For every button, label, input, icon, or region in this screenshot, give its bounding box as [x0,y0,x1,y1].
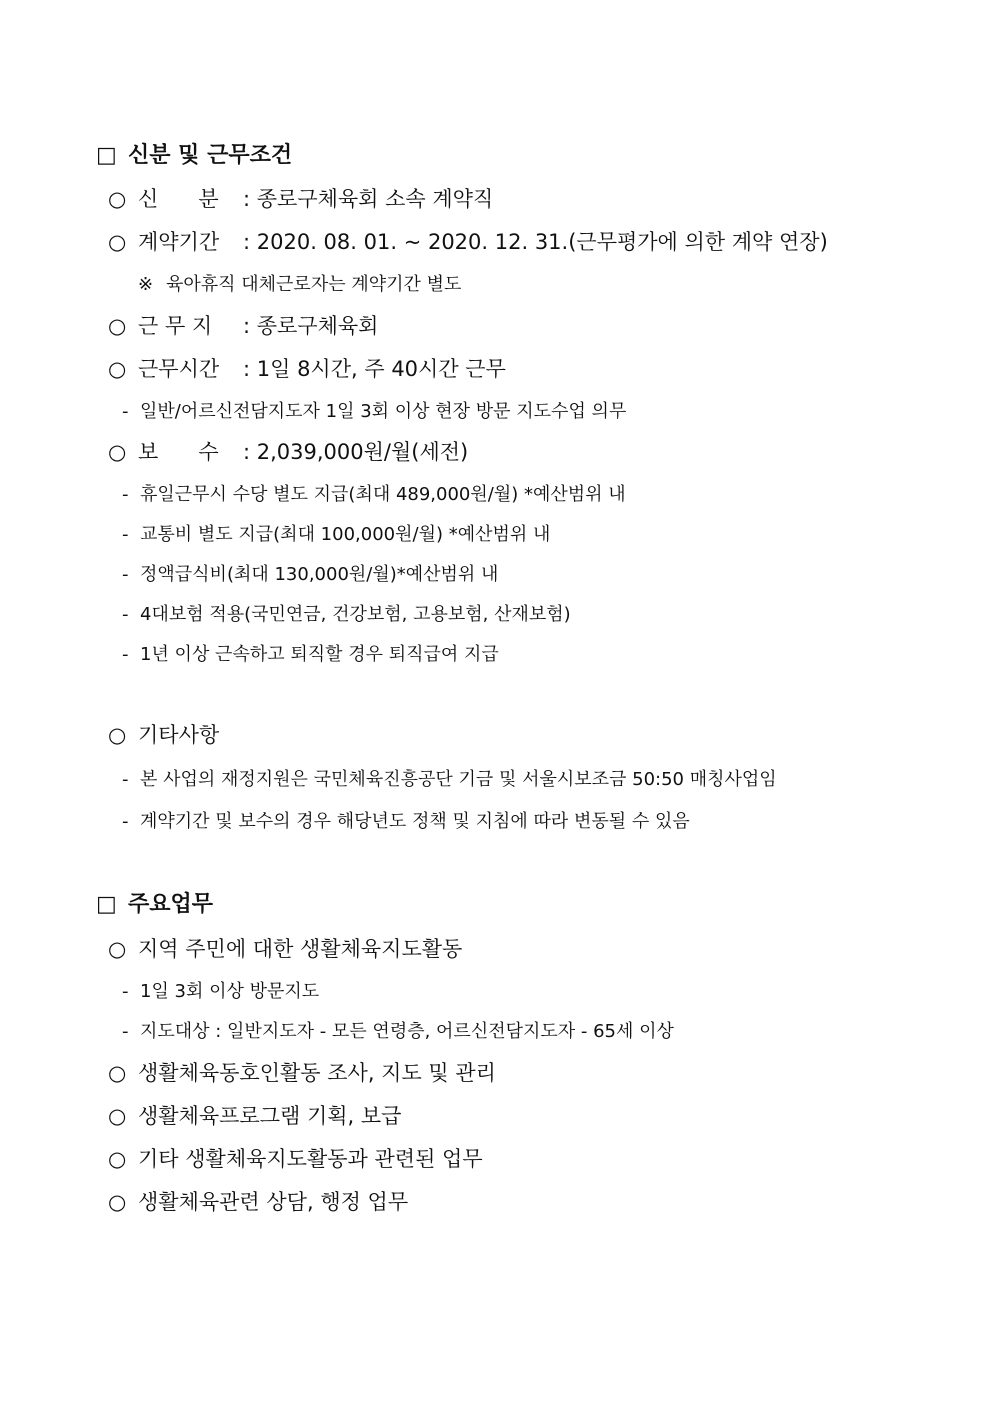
dash-mark: - [122,604,129,625]
item-label: 계약기간 [138,230,220,254]
dash-mark: - [122,981,129,1002]
detail-text: 휴일근무시 수당 별도 지급(최대 489,000원/월) *예산범위 내 [140,484,626,505]
section-title: 신분 및 근무조건 [128,143,293,168]
duty-text: 지역 주민에 대한 생활체육지도활동 [138,937,463,961]
item-value: : 2020. 08. 01. ~ 2020. 12. 31.(근무평가에 의한 계약 연장) [243,230,828,254]
detail-text: 1년 이상 근속하고 퇴직할 경우 퇴직급여 지급 [140,644,499,665]
bullet-circle-icon: ○ [108,937,127,961]
dash-mark: - [122,1021,129,1042]
duty-text: 생활체육관련 상담, 행정 업무 [138,1190,409,1214]
duty-item [108,1061,496,1086]
bullet-circle-icon: ○ [108,187,127,211]
item-value: : 종로구체육회 [243,314,379,338]
section-heading-conditions [96,143,292,169]
detail-text: 지도대상 : 일반지도자 - 모든 연령층, 어르신전담지도자 - 65세 이상 [140,1021,674,1042]
pay-detail [122,484,626,506]
duty-item [108,937,462,962]
detail-text: 4대보험 적용(국민연금, 건강보험, 고용보험, 산재보험) [140,604,571,625]
section-heading-duties [96,892,213,918]
bullet-circle-icon: ○ [108,1104,127,1128]
note-mark-icon: ※ [138,274,154,295]
duty-text: 생활체육프로그램 기획, 보급 [138,1104,402,1128]
dash-mark: - [122,564,129,585]
item-label: 기타사항 [138,723,220,747]
duty-text: 생활체육동호인활동 조사, 지도 및 관리 [138,1061,496,1085]
item-contract [108,230,828,255]
dash-mark: - [122,484,129,505]
detail-text: 1일 3회 이상 방문지도 [140,981,320,1002]
item-value: : 1일 8시간, 주 40시간 근무 [243,357,506,381]
item-hours [108,357,506,382]
bullet-circle-icon: ○ [108,723,127,747]
duty-item [108,1190,408,1215]
bullet-circle-icon: ○ [108,1061,127,1085]
item-etc [108,723,219,748]
duty-text: 기타 생활체육지도활동과 관련된 업무 [138,1147,483,1171]
detail-text: 계약기간 및 보수의 경우 해당년도 정책 및 지침에 따라 변동될 수 있음 [140,811,690,832]
duty-detail [122,981,319,1003]
pay-detail [122,604,571,626]
duty-item [108,1104,401,1129]
hours-detail [122,401,626,423]
item-value: : 종로구체육회 소속 계약직 [243,187,494,211]
item-status [108,187,493,212]
item-label: 보 수 [138,440,219,464]
bullet-circle-icon: ○ [108,230,127,254]
checkbox-square-icon: □ [96,892,117,917]
item-value: : 2,039,000원/월(세전) [243,440,469,464]
etc-detail [122,811,690,833]
bullet-circle-icon: ○ [108,440,127,464]
detail-text: 교통비 별도 지급(최대 100,000원/월) *예산범위 내 [140,524,551,545]
item-workplace [108,314,378,339]
dash-mark: - [122,401,129,422]
detail-text: 정액급식비(최대 130,000원/월)*예산범위 내 [140,564,499,585]
bullet-circle-icon: ○ [108,314,127,338]
item-label: 신 분 [138,187,219,211]
checkbox-square-icon: □ [96,143,117,168]
dash-mark: - [122,769,129,790]
duty-detail [122,1021,674,1043]
dash-mark: - [122,524,129,545]
dash-mark: - [122,811,129,832]
bullet-circle-icon: ○ [108,1190,127,1214]
section-title: 주요업무 [128,892,214,917]
note-text: 육아휴직 대체근로자는 계약기간 별도 [166,274,462,295]
detail-text: 본 사업의 재정지원은 국민체육진흥공단 기금 및 서울시보조금 50:50 매칭사업임 [140,769,777,790]
pay-detail [122,524,550,546]
duty-item [108,1147,483,1172]
contract-note [138,274,461,296]
pay-detail [122,644,499,666]
etc-detail [122,769,777,791]
bullet-circle-icon: ○ [108,1147,127,1171]
item-label: 근 무 지 [138,314,213,338]
bullet-circle-icon: ○ [108,357,127,381]
detail-text: 일반/어르신전담지도자 1일 3회 이상 현장 방문 지도수업 의무 [140,401,627,422]
dash-mark: - [122,644,129,665]
item-pay [108,440,468,465]
pay-detail [122,564,498,586]
item-label: 근무시간 [138,357,220,381]
